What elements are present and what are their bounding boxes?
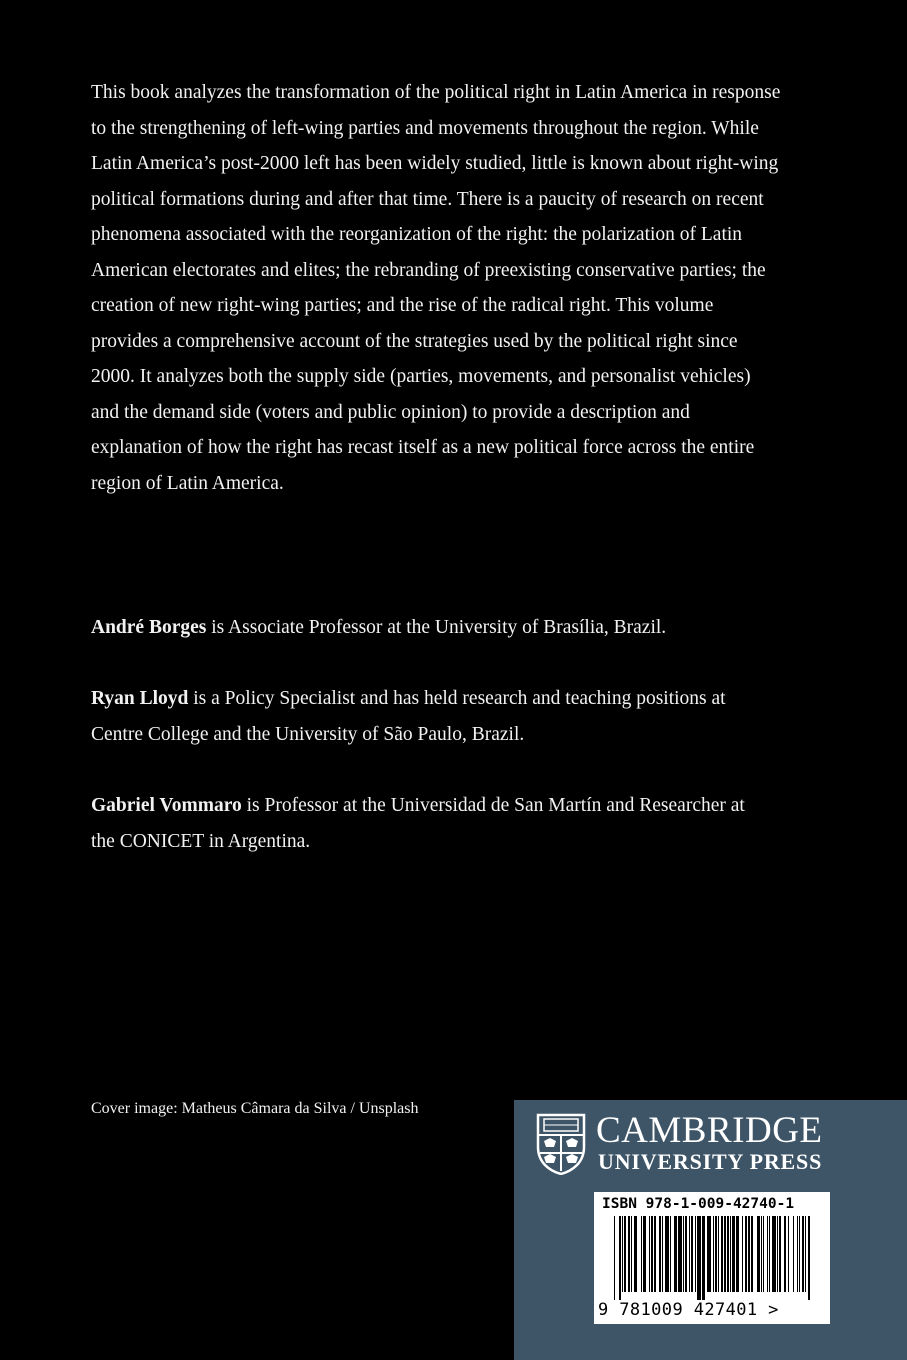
barcode-bar — [649, 1216, 650, 1292]
book-description: This book analyzes the transformation of the political right in Latin America in response to the strengthening of left-wing parties and movements throughout the region. While Latin America’s post-2000 left has been widely studied, little is known about right-wing political formations during and after that time. There is a paucity of research on recent phenomena associated with the reorganization of the right: the polarization of Latin American electorates and elites; the rebranding of preexisting conservative parties; the creation of new right-wing parties; and the rise of the radical right. This volume provides a comprehensive account of the strategies used by the political right since 2000. It analyzes both the supply side (parties, movements, and personalist vehicles) and the demand side (voters and public opinion) to provide a description and explanation of how the right has recast itself as a new political force across the entire region of Latin America. — [91, 82, 781, 494]
author-bio-text: is Associate Professor at the University of Brasília, Brazil. — [206, 617, 667, 638]
barcode-bar — [654, 1216, 656, 1292]
cambridge-shield-icon — [536, 1113, 586, 1175]
barcode-bar — [651, 1216, 653, 1292]
cover-image-credit: Cover image: Matheus Câmara da Silva / Unsplash — [91, 1100, 419, 1117]
barcode-bar — [777, 1216, 778, 1292]
barcode-bars — [614, 1216, 814, 1300]
barcode-bar — [683, 1216, 684, 1292]
author-name: Ryan Lloyd — [91, 688, 189, 709]
author-bio — [91, 681, 771, 752]
barcode-bar — [702, 1216, 705, 1300]
author-bio-text: is a Policy Specialist and has held research and teaching positions at Centre College and the University of São Paulo, Brazil. — [91, 688, 726, 745]
barcode-bar — [788, 1216, 789, 1292]
publisher-panel — [514, 1100, 907, 1360]
barcode-bar — [730, 1216, 731, 1292]
barcode-bar — [691, 1216, 693, 1292]
barcode-bar — [767, 1216, 768, 1292]
isbn-label: ISBN 978-1-009-42740-1 — [602, 1196, 795, 1212]
barcode-bar — [678, 1216, 682, 1292]
barcode-bar — [757, 1216, 760, 1292]
barcode-bar — [628, 1216, 630, 1292]
barcode-bar — [670, 1216, 671, 1292]
barcode-bar — [727, 1216, 729, 1292]
barcode-bar — [659, 1216, 661, 1292]
barcode-bar — [721, 1216, 723, 1292]
barcode-bar — [665, 1216, 669, 1292]
barcode-bar — [736, 1216, 739, 1292]
barcode-bar — [797, 1216, 798, 1292]
barcode-bar — [718, 1216, 719, 1292]
barcode-bar — [763, 1216, 764, 1292]
barcode-bar — [641, 1216, 642, 1292]
barcode-bar — [732, 1216, 735, 1292]
publisher-subtitle: UNIVERSITY PRESS — [598, 1149, 823, 1174]
barcode-bar — [769, 1216, 770, 1292]
barcode-bar — [751, 1216, 753, 1292]
barcode-bar — [793, 1216, 794, 1292]
barcode-bar — [619, 1216, 621, 1300]
barcode-bar — [808, 1216, 810, 1300]
barcode-bar — [643, 1216, 646, 1292]
barcode-bar — [799, 1216, 800, 1292]
barcode-bar — [772, 1216, 776, 1292]
author-name: André Borges — [91, 617, 207, 638]
author-bio-text: is Professor at the Universidad de San Martín and Researcher at the CONICET in Argentina. — [91, 795, 745, 852]
barcode-bar — [724, 1216, 726, 1292]
author-name: Gabriel Vommaro — [91, 795, 242, 816]
barcode-bar — [761, 1216, 762, 1292]
barcode-bar — [715, 1216, 717, 1292]
barcode-bar — [624, 1216, 626, 1292]
barcode-bar — [784, 1216, 786, 1292]
author-bio — [91, 610, 771, 646]
barcode-bar — [742, 1216, 743, 1292]
barcode-bar — [779, 1216, 781, 1292]
author-bio — [91, 788, 771, 859]
barcode-bar — [674, 1216, 677, 1292]
barcode-bar — [745, 1216, 747, 1292]
barcode-digits: 9 781009 427401 > — [598, 1300, 779, 1320]
barcode-bar — [802, 1216, 804, 1292]
barcode-bar — [634, 1216, 637, 1292]
publisher-name: CAMBRIDGE — [596, 1110, 823, 1151]
barcode-bar — [748, 1216, 750, 1292]
barcode-bar — [689, 1216, 690, 1292]
barcode-bar — [713, 1216, 714, 1292]
barcode-bar — [614, 1216, 615, 1300]
barcode-bar — [685, 1216, 687, 1292]
barcode-bar — [805, 1216, 806, 1292]
barcode-bar — [697, 1216, 701, 1300]
barcode-bar — [622, 1216, 623, 1292]
barcode-bar — [695, 1216, 696, 1292]
barcode-bar — [707, 1216, 711, 1292]
barcode-bar — [631, 1216, 632, 1292]
barcode-bar — [662, 1216, 663, 1292]
isbn-barcode — [594, 1192, 830, 1324]
